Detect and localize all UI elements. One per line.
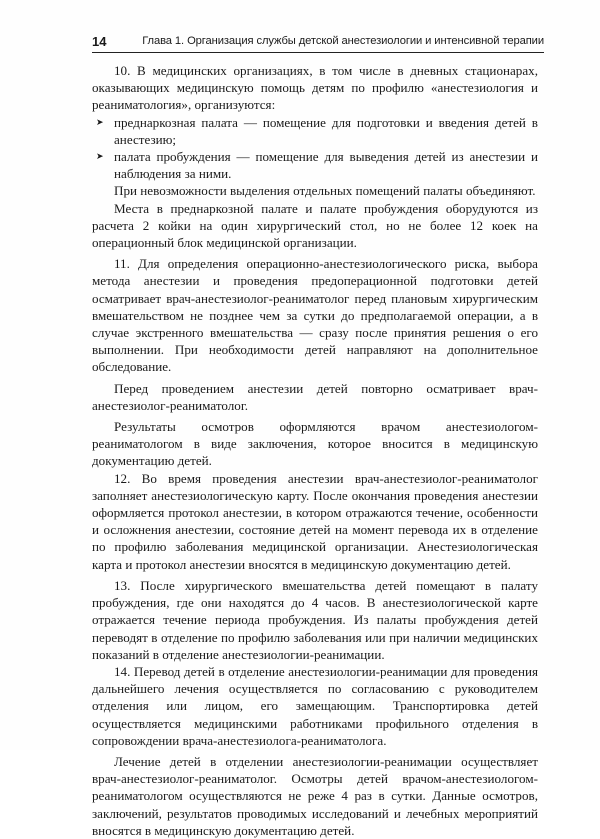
bullet-item <box>92 114 538 148</box>
paragraph-13: 13. После хирургического вмешательства детей помещают в палату пробуждения, где они находятся до 4 часов. В анестезиологической карте отражается течение периода пробуждения. Из палаты пробуждения детей переводят в отделение по профилю заболевания или при наличии медицинских показаний в отделение анестезиологии-реанимации. <box>92 577 538 662</box>
bullet-text: преднаркозная палата — помещение для подготовки и введения детей в анестезию; <box>114 114 538 147</box>
running-title: Глава 1. Организация службы детской анестезиологии и интенсивной терапии <box>142 35 544 47</box>
bullet-item <box>92 148 538 182</box>
page-header <box>92 30 544 53</box>
body-text <box>92 62 538 839</box>
arrowhead-bullet-icon: ➤ <box>96 151 104 162</box>
paragraph-10-beds: Места в преднаркозной палате и палате пробуждения оборудуются из расчета 2 койки на один хирургический стол, но не более 12 коек на операционный блок медицинской организации. <box>92 200 538 251</box>
paragraph-11-results: Результаты осмотров оформляются врачом анестезиологом-реаниматологом в виде заключения, которое вносится в медицинскую документацию детей. <box>92 419 538 469</box>
paragraph-11-repeat: Перед проведением анестезии детей повторно осматривает врач-анестезиолог-реаниматолог. <box>92 380 538 413</box>
bullet-list <box>92 114 538 183</box>
paragraph-10: 10. В медицинских организациях, в том числе в дневных стационарах, оказывающих медицинскую помощь детям по профилю «анестезиология и реаниматология», организуются: <box>92 63 538 113</box>
bullet-text: палата пробуждения — помещение для выведения детей из анестезии и наблюдения за ними. <box>114 149 538 182</box>
paragraph-11: 11. Для определения операционно-анестезиологического риска, выбора метода анестезии и проведения предоперационной подготовки детей осматривает врач-анестезиолог-реаниматолог перед плановым хирургическим вмешательством не позднее чем за сутки до предполагаемой операции, а в случае экстренного вмешательства — сразу после принятия решения о его выполнении. При необходимости детей направляют на дополнительное обследование. <box>92 256 538 375</box>
paragraph-12: 12. Во время проведения анестезии врач-анестезиолог-реаниматолог заполняет анестезиологическую карту. После окончания проведения анестезии оформляется протокол анестезии, в котором отражаются течение, особенности и осложнения анестезии, состояние детей на момент перевода их в отделение по профилю заболевания медицинской организации. Анестезиологическая карта и протокол анестезии вносятся в медицинскую документацию детей. <box>92 470 538 572</box>
paragraph-10-note: При невозможности выделения отдельных помещений палаты объединяют. <box>114 183 536 199</box>
paragraph-14-treatment: Лечение детей в отделении анестезиологии-реанимации осуществляет врач-анестезиолог-реаниматолог. Осмотры детей врачом-анестезиологом-реаниматологом осуществляются не реже 4 раз в сутки. Данные осмотров, заключений, результатов проводимых исследований и лечебных мероприятий вносятся в медицинскую документацию детей. <box>92 753 538 838</box>
paragraph-14: 14. Перевод детей в отделение анестезиологии-реанимации для проведения дальнейшего лечения осуществляется по согласованию с руководителем отделения или лицом, его замещающим. Транспортировка детей осуществляется медицинскими работниками профильного отделения в сопровождении врача-анестезиолога-реаниматолога. <box>92 663 538 748</box>
page-number: 14 <box>92 34 107 49</box>
arrowhead-bullet-icon: ➤ <box>96 116 104 127</box>
